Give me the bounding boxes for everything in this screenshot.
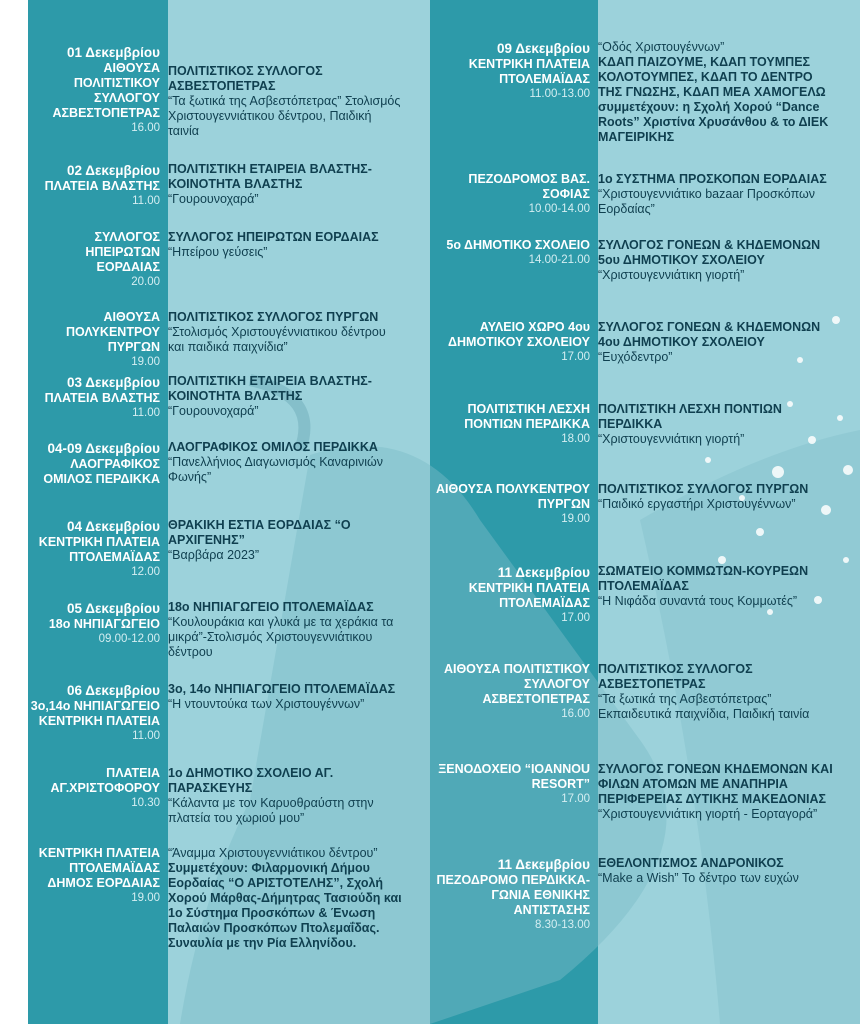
event-organizer: ΠΟΛΙΤΙΣΤΙΚΗ ΕΤΑΙΡΕΙΑ ΒΛΑΣΤΗΣ-ΚΟΙΝΟΤΗΤΑ ΒΛΑΣΤΗΣ: [168, 162, 372, 191]
event-location-block: [430, 564, 590, 626]
event-time: 10.00-14.00: [528, 203, 590, 215]
event-text: “Γουρουνοχαρά”: [168, 404, 259, 418]
event-location-block: [430, 320, 590, 365]
event-time: 10.30: [131, 797, 160, 809]
event-organizer: ΠΟΛΙΤΙΣΤΙΚΟΣ ΣΥΛΛΟΓΟΣ ΠΥΡΓΩΝ: [598, 482, 809, 496]
event-place: ΚΕΝΤΡΙΚΗ ΠΛΑΤΕΙΑ ΠΤΟΛΕΜΑΪΔΑΣ: [38, 535, 160, 564]
event-time: 17.00: [561, 612, 590, 624]
event-entry: [28, 230, 404, 290]
event-time: 18.00: [561, 433, 590, 445]
event-text: “Ηπείρου γεύσεις”: [168, 245, 268, 259]
event-organizer: ΠΟΛΙΤΙΣΤΙΚΟΣ ΣΥΛΛΟΓΟΣ ΑΣΒΕΣΤΟΠΕΤΡΑΣ: [168, 64, 323, 93]
event-time: 14.00-21.00: [528, 254, 590, 266]
event-date: 05 Δεκεμβρίου: [66, 601, 160, 616]
event-time: 11.00-13.00: [529, 88, 590, 100]
event-place: ΠΕΖΟΔΡΟΜΟΣ ΒΑΣ. ΣΟΦΙΑΣ: [468, 172, 590, 201]
event-entry: [28, 162, 404, 209]
event-organizer: 1ο ΣΥΣΤΗΜΑ ΠΡΟΣΚΟΠΩΝ ΕΟΡΔΑΙΑΣ: [598, 172, 827, 186]
event-organizer: ΠΟΛΙΤΙΣΤΙΚΟΣ ΣΥΛΛΟΓΟΣ ΠΥΡΓΩΝ: [168, 310, 379, 324]
event-place: ΠΛΑΤΕΙΑ ΒΛΑΣΤΗΣ: [44, 179, 160, 193]
event-date: 04 Δεκεμβρίου: [66, 519, 160, 534]
event-organizer: ΠΟΛΙΤΙΣΤΙΚΟΣ ΣΥΛΛΟΓΟΣ ΑΣΒΕΣΤΟΠΕΤΡΑΣ: [598, 662, 753, 691]
event-entry: [28, 440, 404, 487]
event-organizer: ΣΥΛΛΟΓΟΣ ΓΟΝΕΩΝ & ΚΗΔΕΜΟΝΩΝ 4ου ΔΗΜΟΤΙΚΟΥ ΣΧΟΛΕΙΟΥ: [598, 320, 821, 349]
event-text: “Η Νιφάδα συναντά τους Κομμωτές”: [598, 594, 798, 608]
event-entry: [430, 482, 834, 527]
event-time: 09.00-12.00: [98, 633, 160, 645]
event-place: ΚΕΝΤΡΙΚΗ ΠΛΑΤΕΙΑ ΠΤΟΛΕΜΑΪΔΑΣ: [468, 57, 590, 86]
event-text: “Τα ξωτικά της Ασβεστόπετρας” Εκπαιδευτικά παιχνίδια, Παιδική ταινία: [598, 692, 810, 721]
event-place: 5ο ΔΗΜΟΤΙΚΟ ΣΧΟΛΕΙΟ: [446, 238, 590, 252]
event-entry: [430, 320, 834, 365]
event-location-block: [28, 374, 160, 421]
event-entry: [430, 762, 834, 822]
event-text: “Οδός Χριστουγέννων”: [598, 40, 725, 54]
event-text: “Γουρουνοχαρά”: [168, 192, 259, 206]
event-organizer: ΠΟΛΙΤΙΣΤΙΚΗ ΛΕΣΧΗ ΠΟΝΤΙΩΝ ΠΕΡΔΙΚΚΑ: [598, 402, 782, 431]
event-time: 16.00: [131, 122, 160, 134]
event-entry: [430, 856, 834, 933]
event-description: [168, 310, 404, 370]
event-location-block: [28, 600, 160, 660]
event-location-block: [430, 402, 590, 447]
event-location-block: [28, 310, 160, 370]
event-time: 17.00: [561, 351, 590, 363]
event-place: ΑΙΘΟΥΣΑ ΠΟΛΥΚΕΝΤΡΟΥ ΠΥΡΓΩΝ: [436, 482, 590, 511]
event-entry: [28, 310, 404, 370]
event-location-block: [28, 440, 160, 487]
event-location-block: [430, 40, 590, 145]
event-place: ΑΙΘΟΥΣΑ ΠΟΛΙΤΙΣΤΙΚΟΥ ΣΥΛΛΟΓΟΥ ΑΣΒΕΣΤΟΠΕΤΡΑΣ: [443, 662, 590, 706]
event-place: ΚΕΝΤΡΙΚΗ ΠΛΑΤΕΙΑ ΠΤΟΛΕΜΑΪΔΑΣ: [468, 581, 590, 610]
event-organizer: 3ο, 14ο ΝΗΠΙΑΓΩΓΕΙΟ ΠΤΟΛΕΜΑΪΔΑΣ: [168, 682, 396, 696]
event-entry: [28, 682, 404, 744]
event-date: 01 Δεκεμβρίου: [66, 45, 160, 60]
event-date: 09 Δεκεμβρίου: [496, 41, 590, 56]
event-organizer: ΣΥΛΛΟΓΟΣ ΓΟΝΕΩΝ ΚΗΔΕΜΟΝΩΝ ΚΑΙ ΦΙΛΩΝ ΑΤΟΜΩΝ ΜΕ ΑΝΑΠΗΡΙΑ ΠΕΡΙΦΕΡΕΙΑΣ ΔΥΤΙΚΗΣ ΜΑΚΕΔΟΝΙΑΣ: [598, 762, 833, 806]
event-entry: [430, 662, 834, 722]
event-entry: [430, 402, 834, 447]
event-text: “Κάλαντα με τον Καρυοθραύστη στην πλατεία του χωριού μου”: [168, 796, 374, 825]
event-entry: [28, 518, 404, 580]
event-entry: [430, 564, 834, 626]
event-description: [598, 238, 834, 283]
event-place: ΞΕΝΟΔΟΧΕΙΟ “IOANNOU RESORT”: [438, 762, 590, 791]
event-description: [168, 440, 404, 487]
event-time: 11.00: [132, 195, 160, 207]
event-text: “Βαρβάρα 2023”: [168, 548, 260, 562]
event-place: ΠΟΛΙΤΙΣΤΙΚΗ ΛΕΣΧΗ ΠΟΝΤΙΩΝ ΠΕΡΔΙΚΚΑ: [464, 402, 590, 431]
event-entry: [28, 44, 404, 139]
event-location-block: [430, 856, 590, 933]
event-organizer: ΣΥΛΛΟΓΟΣ ΓΟΝΕΩΝ & ΚΗΔΕΜΟΝΩΝ 5ου ΔΗΜΟΤΙΚΟΥ ΣΧΟΛΕΙΟΥ: [598, 238, 821, 267]
event-entry: [28, 374, 404, 421]
event-text: “Χριστουγεννιάτικη γιορτή”: [598, 432, 745, 446]
event-description: [598, 662, 834, 722]
event-text: “Χριστουγεννιάτικη γιορτή”: [598, 268, 745, 282]
event-description: [168, 64, 404, 139]
event-location-block: [28, 44, 160, 139]
event-location-block: [28, 230, 160, 290]
event-organizer: ΠΟΛΙΤΙΣΤΙΚΗ ΕΤΑΙΡΕΙΑ ΒΛΑΣΤΗΣ-ΚΟΙΝΟΤΗΤΑ ΒΛΑΣΤΗΣ: [168, 374, 372, 403]
event-time: 19.00: [131, 356, 160, 368]
event-time: 11.00: [132, 407, 160, 419]
event-entry: [430, 238, 834, 283]
event-time: 17.00: [561, 793, 590, 805]
event-place: 18ο ΝΗΠΙΑΓΩΓΕΙΟ: [48, 617, 160, 631]
event-place: ΑΙΘΟΥΣΑ ΠΟΛΥΚΕΝΤΡΟΥ ΠΥΡΓΩΝ: [65, 310, 160, 354]
event-place: ΠΛΑΤΕΙΑ ΒΛΑΣΤΗΣ: [44, 391, 160, 405]
event-participants: ΚΔΑΠ ΠΑΙΖΟΥΜΕ, ΚΔΑΠ ΤΟΥΜΠΕΣ ΚΟΛΟΤΟΥΜΠΕΣ, ΚΔΑΠ ΤΟ ΔΕΝΤΡΟ ΤΗΣ ΓΝΩΣΗΣ, ΚΔΑΠ ΜΕΑ ΧΑΜΟΓΕΛΩ συμμετέχουν: η Σχολή Χορού “Dance Roots” Χριστίνα Χρυσάνθου & το ΔΙΕΚ ΜΑΓΕΙΡΙΚΗΣ: [598, 55, 829, 144]
event-description: [168, 682, 404, 744]
event-time: 20.00: [131, 276, 160, 288]
event-description: [598, 402, 834, 447]
event-date: 11 Δεκεμβρίου: [497, 857, 590, 872]
event-place: ΑΙΘΟΥΣΑ ΠΟΛΙΤΙΣΤΙΚΟΥ ΣΥΛΛΟΓΟΥ ΑΣΒΕΣΤΟΠΕΤΡΑΣ: [52, 61, 160, 120]
event-description: [598, 40, 834, 145]
event-description: [598, 482, 834, 527]
event-text: “Παιδικό εργαστήρι Χριστουγέννων”: [598, 497, 796, 511]
event-organizer: 18ο ΝΗΠΙΑΓΩΓΕΙΟ ΠΤΟΛΕΜΑΪΔΑΣ: [168, 600, 374, 614]
event-description: [598, 564, 834, 626]
event-place: ΠΕΖΟΔΡΟΜΟ ΠΕΡΔΙΚΚΑ-ΓΩΝΙΑ ΕΘΝΙΚΗΣ ΑΝΤΙΣΤΑΣΗΣ: [436, 873, 590, 917]
event-time: 12.00: [131, 566, 160, 578]
event-organizer: ΣΥΛΛΟΓΟΣ ΗΠΕΙΡΩΤΩΝ ΕΟΡΔΑΙΑΣ: [168, 230, 379, 244]
event-location-block: [430, 662, 590, 722]
event-date: 04-09 Δεκεμβρίου: [47, 441, 160, 456]
event-description: [598, 856, 834, 933]
event-place: 3ο,14ο ΝΗΠΙΑΓΩΓΕΙΟ ΚΕΝΤΡΙΚΗ ΠΛΑΤΕΙΑ: [30, 699, 160, 728]
event-location-block: [430, 172, 590, 217]
event-description: [168, 766, 404, 826]
event-location-block: [28, 518, 160, 580]
event-text: “Χριστουγεννιάτικη γιορτή - Εορταγορά”: [598, 807, 818, 821]
event-participants: Συμμετέχουν: Φιλαρμονική Δήμου Εορδαίας “Ο ΑΡΙΣΤΟΤΕΛΗΣ”, Σχολή Χορού Μάρθας-Δήμητρας Τασιούδη και 1ο Σύστημα Προσκόπων & Ένωση Παλαιών Προσκόπων Πτολεμαΐδας. Συναυλία με την Ρία Ελληνίδου.: [168, 861, 402, 950]
event-text: “Άναμμα Χριστουγεννιάτικου δέντρου”: [168, 846, 378, 860]
event-time: 16.00: [561, 708, 590, 720]
event-description: [168, 230, 404, 290]
event-description: [168, 374, 404, 421]
event-location-block: [430, 762, 590, 822]
event-description: [598, 762, 834, 822]
event-date: 11 Δεκεμβρίου: [497, 565, 590, 580]
event-text: “Η ντουντούκα των Χριστουγέννων”: [168, 697, 365, 711]
event-description: [598, 172, 834, 217]
event-description: [168, 846, 404, 951]
event-text: “Ευχόδεντρο”: [598, 350, 673, 364]
event-description: [168, 162, 404, 209]
event-location-block: [28, 682, 160, 744]
event-description: [168, 518, 404, 580]
event-entry: [28, 600, 404, 660]
event-organizer: ΣΩΜΑΤΕΙΟ ΚΟΜΜΩΤΩΝ-ΚΟΥΡΕΩΝ ΠΤΟΛΕΜΑΪΔΑΣ: [598, 564, 809, 593]
event-location-block: [28, 766, 160, 826]
event-text: “Πανελλήνιος Διαγωνισμός Καναρινιών Φωνής”: [168, 455, 384, 484]
event-organizer: ΕΘΕΛΟΝΤΙΣΜΟΣ ΑΝΔΡΟΝΙΚΟΣ: [598, 856, 784, 870]
event-location-block: [28, 846, 160, 951]
event-text: “Στολισμός Χριστουγέννιατικου δέντρου και παιδικά παιχνίδια”: [168, 325, 386, 354]
event-entry: [430, 40, 834, 145]
event-place: ΚΕΝΤΡΙΚΗ ΠΛΑΤΕΙΑ ΠΤΟΛΕΜΑΪΔΑΣ ΔΗΜΟΣ ΕΟΡΔΑΙΑΣ: [38, 846, 160, 890]
event-time: 8.30-13.00: [535, 919, 590, 931]
event-entry: [430, 172, 834, 217]
event-text: “Τα ξωτικά της Ασβεστόπετρας” Στολισμός Χριστουγεννιάτικου δέντρου, Παιδική ταινία: [168, 94, 401, 138]
event-text: “Make a Wish” Το δέντρο των ευχών: [598, 871, 799, 885]
event-text: “Κουλουράκια και γλυκά με τα χεράκια τα μικρά”-Στολισμός Χριστουγεννιάτικου δέντρου: [168, 615, 394, 659]
event-description: [598, 320, 834, 365]
event-time: 19.00: [561, 513, 590, 525]
event-entry: [28, 766, 404, 826]
event-location-block: [430, 238, 590, 283]
event-organizer: ΛΑΟΓΡΑΦΙΚΟΣ ΟΜΙΛΟΣ ΠΕΡΔΙΚΚΑ: [168, 440, 378, 454]
event-place: ΑΥΛΕΙΟ ΧΩΡΟ 4ου ΔΗΜΟΤΙΚΟΥ ΣΧΟΛΕΙΟΥ: [448, 320, 590, 349]
event-entry: [28, 846, 404, 951]
event-place: ΣΥΛΛΟΓΟΣ ΗΠΕΙΡΩΤΩΝ ΕΟΡΔΑΙΑΣ: [85, 230, 160, 274]
event-date: 02 Δεκεμβρίου: [66, 163, 160, 178]
event-location-block: [430, 482, 590, 527]
event-date: 06 Δεκεμβρίου: [66, 683, 160, 698]
event-place: ΠΛΑΤΕΙΑ ΑΓ.ΧΡΙΣΤΟΦΟΡΟΥ: [50, 766, 160, 795]
event-date: 03 Δεκεμβρίου: [66, 375, 160, 390]
event-location-block: [28, 162, 160, 209]
event-place: ΛΑΟΓΡΑΦΙΚΟΣ ΟΜΙΛΟΣ ΠΕΡΔΙΚΚΑ: [43, 457, 160, 486]
event-organizer: 1ο ΔΗΜΟΤΙΚΟ ΣΧΟΛΕΙΟ ΑΓ. ΠΑΡΑΣΚΕΥΗΣ: [168, 766, 334, 795]
event-description: [168, 600, 404, 660]
event-organizer: ΘΡΑΚΙΚΗ ΕΣΤΙΑ ΕΟΡΔΑΙΑΣ “Ο ΑΡΧΙΓΕΝΗΣ”: [168, 518, 351, 547]
event-time: 19.00: [131, 892, 160, 904]
event-text: “Χριστουγεννιάτικο bazaar Προσκόπων Εορδαίας”: [598, 187, 816, 216]
event-time: 11.00: [132, 730, 160, 742]
